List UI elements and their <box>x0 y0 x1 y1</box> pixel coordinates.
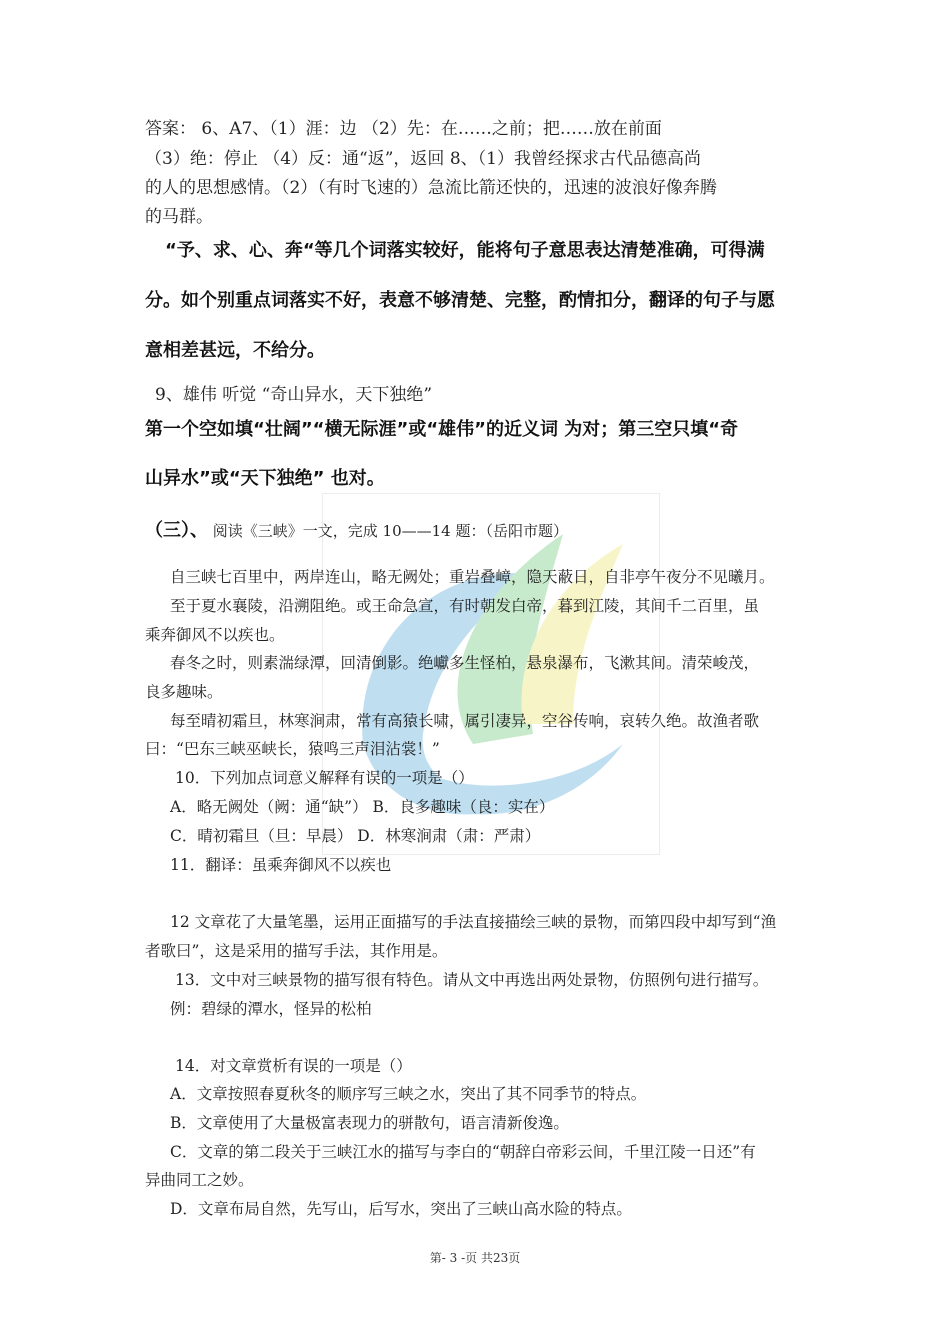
scoring-line-2: 分。如个别重点词落实不好，表意不够清楚、完整，酌情扣分，翻译的句子与愿 <box>145 290 775 311</box>
scoring-line-3: 意相差甚远，不给分。 <box>145 340 325 361</box>
passage-p3a: 春冬之时，则素湍绿潭，回清倒影。绝巘多生怪柏，悬泉瀑布，飞漱其间。清荣峻茂， <box>170 654 760 672</box>
q14-stem: 14．对文章赏析有误的一项是（） <box>175 1057 412 1075</box>
q14-option-a: A．文章按照春夏秋冬的顺序写三峡之水，突出了其不同季节的特点。 <box>170 1085 647 1103</box>
answer-line-4: 的马群。 <box>145 207 213 227</box>
q12-line-2: 者歌曰”，这是采用的描写手法，其作用是。 <box>145 942 448 960</box>
answer-line-3: 的人的思想感情。（2）（有时飞速的）急流比箭还快的，迅速的波浪好像奔腾 <box>145 178 717 198</box>
passage-p3b: 良多趣味。 <box>145 683 223 701</box>
passage-p2b: 乘奔御风不以疾也。 <box>145 626 285 644</box>
q14-option-b: B．文章使用了大量极富表现力的骈散句，语言清新俊逸。 <box>170 1114 569 1132</box>
answer-line-2: （3）绝：停止 （4）反：通“返”，返回 8、（1）我曾经探求古代品德高尚 <box>145 149 701 169</box>
q12-line-1: 12 文章花了大量笔墨，运用正面描写的手法直接描绘三峡的景物，而第四段中却写到“渔 <box>170 913 777 931</box>
passage-p4b: 曰：“巴东三峡巫峡长，猿鸣三声泪沾裳！” <box>145 740 440 758</box>
q14-option-d: D．文章布局自然，先写山，后写水，突出了三峡山高水险的特点。 <box>170 1200 632 1218</box>
scoring-line-1: “予、求、心、奔“等几个词落实较好，能将句子意思表达清楚准确，可得满 <box>165 240 765 261</box>
q9-note-2: 山异水”或“天下独绝” 也对。 <box>145 468 385 489</box>
passage-p2a: 至于夏水襄陵，沿溯阻绝。或王命急宣，有时朝发白帝，暮到江陵，其间千二百里，虽 <box>170 597 760 615</box>
q10-options-ab: A．略无阙处（阙：通“缺”） B．良多趣味（良：实在） <box>170 798 555 816</box>
answer-line-1: 答案： 6、A7、（1）涯：边 （2）先：在……之前；把……放在前面 <box>145 119 662 139</box>
page-footer: 第- 3 -页 共23页 <box>429 1251 521 1265</box>
q9-note-1: 第一个空如填“壮阔”“横无际涯”或“雄伟”的近义词 为对；第三空只填“奇 <box>145 419 739 440</box>
q13-line-1: 13．文中对三峡景物的描写很有特色。请从文中再选出两处景物，仿照例句进行描写。 <box>175 971 769 989</box>
section3-heading <box>145 520 568 542</box>
section3-number: （三）、 <box>145 520 208 541</box>
q10-options-cd: C．晴初霜旦（旦：早晨） D．林寒涧肃（肃：严肃） <box>170 827 541 845</box>
q10-stem: 10．下列加点词意义解释有误的一项是（） <box>175 769 474 787</box>
q14-option-c-1: C．文章的第二段关于三峡江水的描写与李白的“朝辞白帝彩云间，千里江陵一日还”有 <box>170 1143 756 1161</box>
q9-answer: 9、雄伟 听觉 “奇山异水，天下独绝” <box>155 385 433 405</box>
section3-title: 阅读《三峡》一文，完成 10——14 题：（岳阳市题） <box>208 522 568 540</box>
q11-stem: 11．翻译：虽乘奔御风不以疾也 <box>170 856 392 874</box>
q14-option-c-2: 异曲同工之妙。 <box>145 1171 254 1189</box>
passage-p1: 自三峡七百里中，两岸连山，略无阙处；重岩叠嶂，隐天蔽日，自非亭午夜分不见曦月。 <box>170 568 775 586</box>
passage-p4a: 每至晴初霜旦，林寒涧肃，常有高猿长啸，属引凄异，空谷传响，哀转久绝。故渔者歌 <box>170 712 760 730</box>
q13-line-2: 例：碧绿的潭水，怪异的松柏 <box>170 1000 372 1018</box>
